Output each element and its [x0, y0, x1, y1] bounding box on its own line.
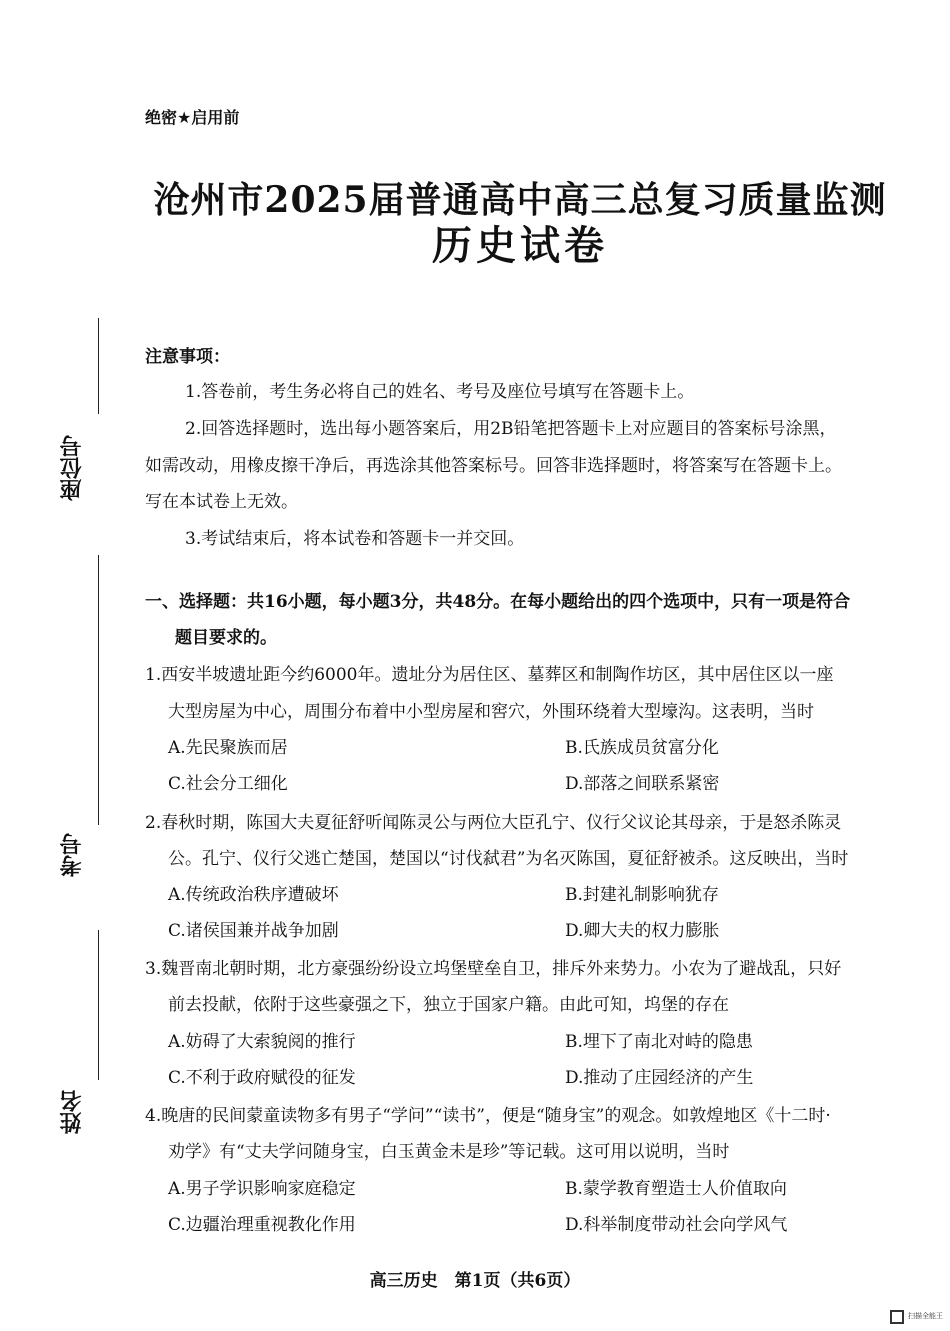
exam-subtitle: 历史试卷: [432, 222, 608, 269]
name-field: [60, 930, 100, 1142]
page-footer: 高三历史 第1页（共6页）: [369, 1271, 581, 1291]
seat-field: [60, 318, 100, 518]
exam-title: 沧州市2025届普通高中高三总复习质量监测: [153, 179, 887, 221]
option-a: A.先民聚族而居: [168, 738, 288, 758]
question-stem: 1.西安半坡遗址距今约6000年。遗址分为居住区、墓葬区和制陶作坊区，其中居住区以一座: [145, 665, 834, 685]
question-stem: 前去投献，依附于这些豪强之下，独立于国家户籍。由此可知，坞堡的存在: [168, 995, 729, 1015]
question-stem: 公。孔宁、仪行父逃亡楚国，楚国以“讨伐弑君”为名灭陈国，夏征舒被杀。这反映出，当时: [168, 849, 849, 869]
question-stem: 大型房屋为中心，周围分布着中小型房屋和窖穴，外围环绕着大型壕沟。这表明，当时: [168, 702, 814, 722]
seat-line: [98, 318, 99, 414]
notice-item: 2.回答选择题时，选出每小题答案后，用2B铅笔把答题卡上对应题目的答案标号涂黑，: [185, 419, 837, 439]
option-b: B.蒙学教育塑造士人价值取向: [565, 1179, 787, 1199]
question-stem: 3.魏晋南北朝时期，北方豪强纷纷设立坞堡壁垒自卫，排斥外来势力。小农为了避战乱，只好: [145, 959, 842, 979]
option-d: D.推动了庄园经济的产生: [565, 1068, 754, 1088]
option-d: D.科举制度带动社会向学风气: [565, 1215, 788, 1235]
notice-item: 1.答卷前，考生务必将自己的姓名、考号及座位号填写在答题卡上。: [185, 382, 695, 402]
exam-no-label: 考号: [59, 833, 85, 877]
option-b: B.封建礼制影响犹存: [565, 885, 719, 905]
option-b: B.氏族成员贫富分化: [565, 738, 719, 758]
qr-code-icon: [890, 1310, 904, 1324]
question-stem: 4.晚唐的民间蒙童读物多有男子“学问”“读书”，便是“随身宝”的观念。如敦煌地区《十二时·: [145, 1106, 831, 1126]
exam-no-line: [98, 555, 99, 825]
option-d: D.部落之间联系紧密: [565, 774, 720, 794]
scanner-watermark: 扫描全能王: [908, 1312, 943, 1320]
option-c: C.边疆治理重视教化作用: [168, 1215, 356, 1235]
option-a: A.传统政治秩序遭破坏: [168, 885, 339, 905]
name-label: 姓名: [59, 1090, 85, 1134]
question-stem: 劝学》有“丈夫学问随身宝，白玉黄金未是珍”等记载。这可用以说明，当时: [168, 1142, 730, 1162]
notice-item: 3.考试结束后，将本试卷和答题卡一并交回。: [185, 529, 525, 549]
option-a: A.男子学识影响家庭稳定: [168, 1179, 356, 1199]
option-c: C.诸侯国兼并战争加剧: [168, 921, 339, 941]
option-d: D.卿大夫的权力膨胀: [565, 921, 720, 941]
section-heading: 一、选择题：共16小题，每小题3分，共48分。在每小题给出的四个选项中，只有一项是符合: [145, 592, 851, 612]
exam-no-field: [60, 555, 100, 885]
option-a: A.妨碍了大索貌阅的推行: [168, 1032, 356, 1052]
option-b: B.埋下了南北对峙的隐患: [565, 1032, 753, 1052]
notice-item: 写在本试卷上无效。: [145, 492, 298, 512]
name-line: [98, 930, 99, 1080]
notice-item: 如需改动，用橡皮擦干净后，再选涂其他答案标号。回答非选择题时，将答案写在答题卡上。: [145, 456, 842, 476]
secret-mark: 绝密★启用前: [145, 108, 240, 127]
question-stem: 2.春秋时期，陈国大夫夏征舒听闻陈灵公与两位大臣孔宁、仪行父议论其母亲，于是怒杀陈灵: [145, 813, 842, 833]
notice-heading: 注意事项：: [145, 347, 230, 367]
seat-label: 座位号: [59, 435, 85, 501]
section-heading-cont: 题目要求的。: [175, 628, 277, 648]
option-c: C.社会分工细化: [168, 774, 288, 794]
option-c: C.不利于政府赋役的征发: [168, 1068, 356, 1088]
